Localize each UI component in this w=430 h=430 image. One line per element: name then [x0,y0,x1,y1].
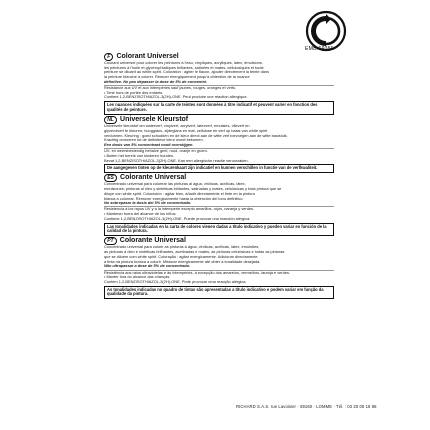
instruction-line: Não ultrapassar a dose de 5% de concentrado. [104,263,191,269]
instruction-line: Contient 1,2-BENZISOTHIAZOL-3(2H)-ONE. Peut produire une réaction allergique. [104,94,248,100]
instruction-line: Colorant universel pour colorer les peintures à l'eau, vinyliques, acryliques, latex, émulsions, [104,60,263,65]
instruction-line: définitive. Ne pas dépasser la dose de 5% de concentré. [104,78,208,84]
emb-code: EMB.59355 [305,46,334,52]
instruction-line: diluye con white spirit. Coloración : agitar bien, añadir directamente el tinte en la pintura [104,190,255,196]
instruction-line: emulsiones; pinturas al óleo y sintéticas brillantes, satinadas y mates, celulósicas y toda pintura que se [104,186,282,192]
disclaimer-box: Las tonalidades indicadas en la carta de colores vienen dadas a título indicativo y pueden variar en función de la calidad de la pintura. [104,223,334,236]
section-es [104,174,334,236]
section-pt [104,237,334,299]
manufacturer-address: RICHARD S.A.S. rue Lavoisier · 59160 · LOMME · Tél. : 03 20 00 18 88 [236,404,377,409]
instruction-line: Contiene 1,2-BENZISOTHIAZOL-3(2H)-ONE. Puede provocar una reacción alérgica. [104,215,251,221]
instruction-line: • Mantener fuera del alcance de los niños. [104,211,177,217]
disclaimer-box: As tonalidades indicadas no quadro de tintas são apresentadas a título indicativo e podem variar em função da qualidade da pintura. [104,286,334,299]
disclaimer-box: Les nuances indiquées sur la carte de teintes sont données à titre indicatif et peuvent varier en fonction des qualités de peinture. [104,101,334,114]
instruction-line: Bevat 1,2-BENZISOTHIAZOL-3(2H)-ONE. Kan een allergische reactie veroorzaken. [104,157,249,163]
instruction-line: les peintures à l'huile et glycérophtaliques brillantes, satinées et mates, cellulosiques et toute [104,64,264,70]
instruction-line: UV- en weersbestendig behalve geel, rood, oranje en groen. [104,148,334,154]
instruction-line: blanca a colorear. Remover energicamente hasta la obtención del tono definitivo. [104,195,244,201]
instruction-line: • Manter fora do alcance das crianças. [104,274,171,280]
section-f [104,53,334,115]
multilingual-instructions [104,53,334,301]
disclaimer-box: De aangegeven tinten op de kleurenkaart zijn indicatief en kunnen verschillen in functie van de verfkwaliteit. [104,164,334,172]
instruction-line: Resistencia a los rayos UV y a la intemperie excepto amarillos, rojos, naranja y verdes. [104,206,334,212]
instruction-line: Résistance aux UV et aux intempéries sauf jaunes, rouges, oranges et verts. [104,85,334,91]
section-title: Colorante Universal [119,237,186,245]
instruction-line: verdunnen. Kleuring : goed schudden en de kleur direct aan de witte verf toevoegen aan de witte basisluik. [104,132,288,138]
instruction-line: que se diluem com white spirit. Coloração : agitar energicamente. Adicionar directamente [104,253,258,259]
instruction-line: Concentrado universal para colorir as pinturas à água, vinílicas, acrílicas, látex, emulsões, [104,244,260,250]
section-nl [104,116,334,173]
instruction-line: la peinture blanche à colorer. Remuer énergiquement jusqu'à obtention de la nuance [104,74,250,80]
instruction-line: peinture se diluant au white-spirit. Coloration : agiter le flacon, ajouter directement la teinte dans [104,69,270,75]
instruction-line: as pinturas à óleo e sintéticas brilhantes, acetinadas e mates, as pinturas celulósicas e todas as pinturas [104,249,285,255]
language-code-badge: ES [104,174,117,182]
instruction-line: Concentrado universal para colorear las pinturas al agua, vinílicas, acrílicas, látex, [104,181,246,187]
instruction-line: glycerolverf te kleuren; hoogglans, zijdeglans en mat, cellulose en verf op basis van white spirit [104,127,268,133]
instruction-line: Een dosis van 5% concentraat nooit overstijgen. [104,141,194,147]
instruction-line: a tinta na pintura branca a colorir. Misturar energicamente até obter a tonalidade desejada. [104,258,261,264]
instruction-line: No sobrepasar la dosis del 5% de concentrado. [104,200,192,206]
section-title: Universele Kleurstof [120,116,189,124]
section-title: Colorant Universel [116,53,179,60]
language-code-badge: PT [104,237,117,245]
language-code-badge: F [104,53,113,61]
language-code-badge: NL [104,116,117,124]
instruction-line: Universele kleurstof om waterverf, vinylverf, acrylverf, latexverf, emulsies, olieverf en [104,123,250,129]
instruction-line: Resistência aos raios ultravioletas e às intempéries, à excepção dos amarelos, vermelhos, laranja e verdes. [104,270,334,276]
instruction-line: • Buiten het bereik van kinderen houden. [104,152,175,158]
instruction-line: Krachtig omroeren tot de definitieve kleur wordt bekomen. [104,137,204,143]
section-title: Colorante Universal [120,174,187,182]
instruction-line: Contém 1,2-BENZISOTHIAZOL-3(2H)-ONE. Pode provocar uma reacção alérgica. [104,278,247,284]
instruction-line: • Tenir hors de portée des enfants. [104,89,164,95]
